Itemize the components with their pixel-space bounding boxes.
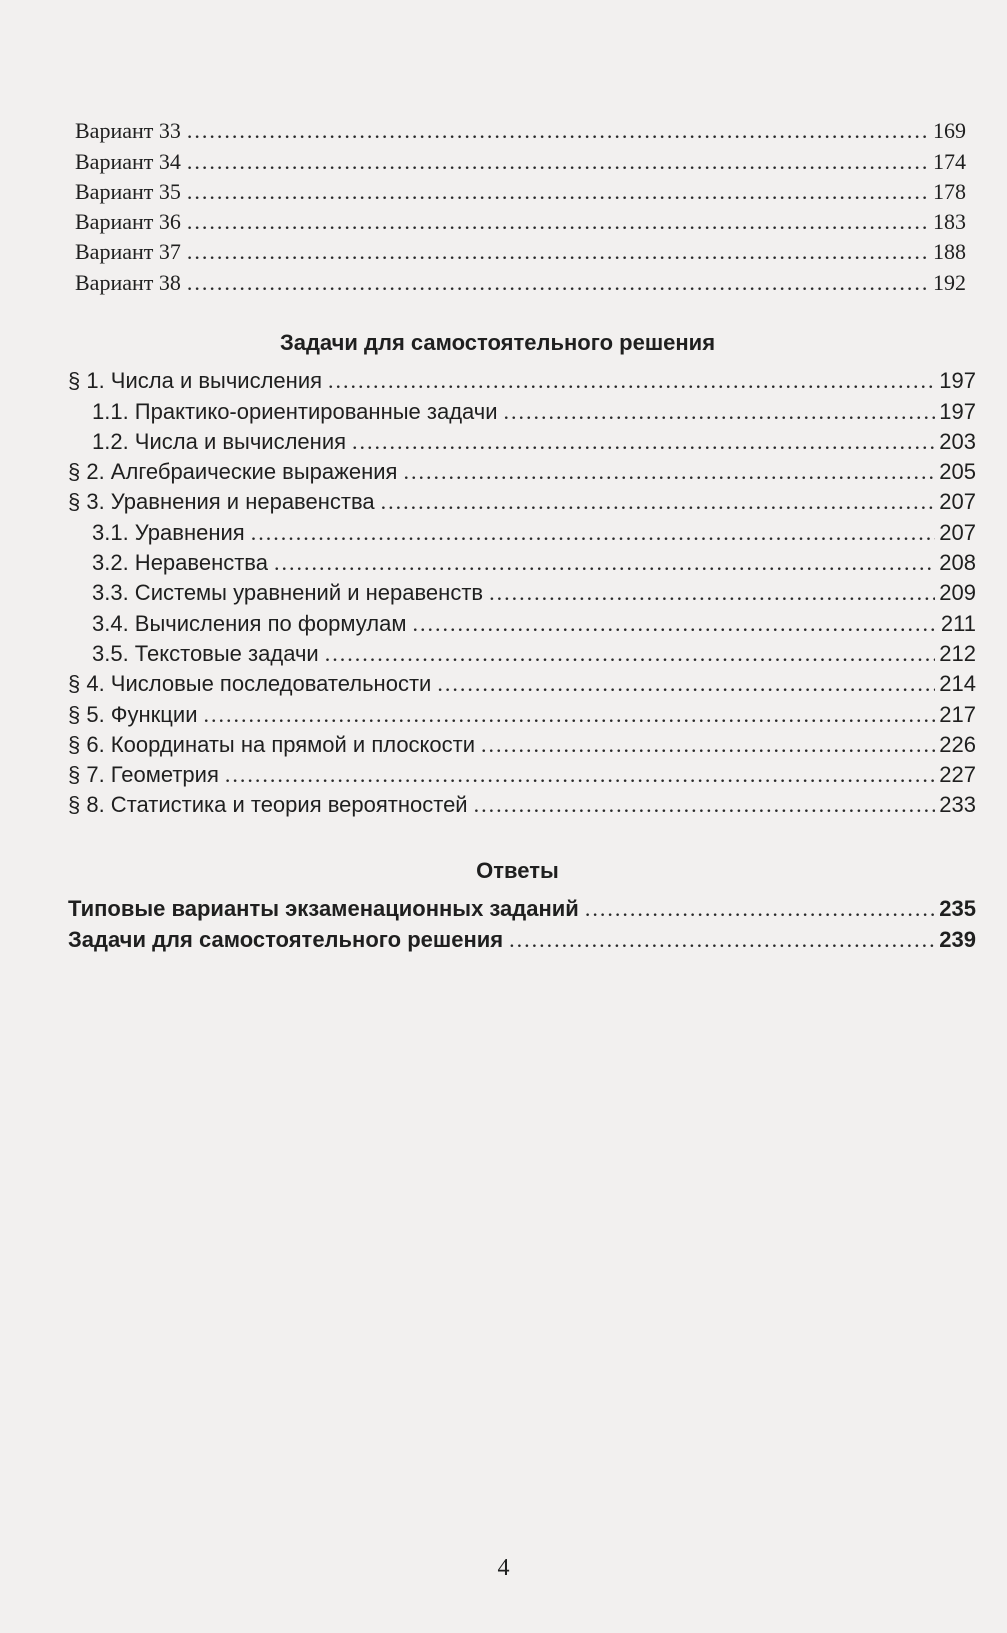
toc-page-number: 209: [939, 580, 976, 606]
section-title-answers: Ответы: [476, 858, 559, 883]
toc-page-number: 183: [933, 209, 966, 235]
toc-page-number: 208: [939, 550, 976, 576]
toc-row: [68, 544, 976, 574]
toc-dot-leader: [472, 794, 936, 816]
toc-row-variant-36: [68, 203, 976, 233]
toc-dot-leader: [379, 491, 936, 513]
toc-dot-leader: [185, 151, 929, 173]
toc-dot-leader: [185, 120, 929, 142]
page-number: 4: [497, 1555, 510, 1581]
toc-label: Вариант 34: [75, 148, 181, 174]
toc-label: § 2. Алгебраические выражения: [68, 459, 398, 485]
toc-label: Вариант 36: [75, 209, 181, 235]
toc-page-number: 233: [939, 792, 976, 818]
toc-dot-leader: [202, 704, 936, 726]
toc-dot-leader: [185, 211, 929, 233]
toc-page-number: 178: [933, 178, 966, 204]
toc-label: § 5. Функции: [68, 701, 198, 727]
toc-label: § 1. Числа и вычисления: [68, 368, 323, 394]
toc-label: 3.2. Неравенства: [92, 550, 268, 576]
toc-label: 3.1. Уравнения: [92, 519, 245, 545]
toc-label: 3.4. Вычисления по формулам: [92, 610, 407, 636]
toc-dot-leader: [479, 734, 935, 756]
toc-dot-leader: [323, 643, 936, 665]
toc-page-number: 226: [939, 731, 976, 757]
toc-page-number: 207: [939, 519, 976, 545]
section-title-self-study: Задачи для самостоятельного решения: [279, 330, 716, 355]
toc-label: 1.2. Числа и вычисления: [92, 428, 347, 454]
toc-dot-leader: [185, 272, 929, 294]
toc-label: § 4. Числовые последовательности: [68, 671, 432, 697]
toc-page-number: 192: [933, 269, 966, 295]
toc-page-number: 207: [939, 489, 976, 515]
toc-page-number: 227: [939, 762, 976, 788]
toc-label: Типовые варианты экзаменационных заданий: [68, 896, 579, 922]
toc-row: [68, 483, 976, 513]
toc-label: § 8. Статистика и теория вероятностей: [68, 792, 468, 818]
toc-row: [68, 756, 976, 786]
toc-page-number: 203: [939, 428, 976, 454]
toc-label: Вариант 38: [75, 269, 181, 295]
toc-row-variant-35: [68, 173, 976, 203]
toc-row: [68, 786, 976, 816]
toc-row: [68, 890, 976, 920]
toc-dot-leader: [583, 898, 935, 920]
toc-page-number: 212: [939, 640, 976, 666]
toc-label: § 6. Координаты на прямой и плоскости: [68, 731, 476, 757]
toc-page-number: 214: [939, 671, 976, 697]
toc-answers: [68, 890, 976, 951]
toc-page-number: 211: [940, 610, 976, 636]
toc-page-number: 174: [933, 148, 966, 174]
toc-row-variant-38: [68, 263, 976, 293]
toc-page-number: 188: [933, 239, 966, 265]
toc-label: § 7. Геометрия: [68, 762, 219, 788]
toc-row: [68, 513, 976, 543]
toc-row: [68, 665, 976, 695]
toc-label: 1.1. Практико-ориентированные задачи: [92, 398, 498, 424]
toc-dot-leader: [223, 764, 935, 786]
toc-label: 3.3. Системы уравнений и неравенств: [92, 580, 484, 606]
toc-label: Вариант 35: [75, 178, 181, 204]
toc-dot-leader: [487, 582, 935, 604]
toc-page-number: 169: [933, 118, 966, 144]
toc-row: [68, 392, 976, 422]
toc-label: § 3. Уравнения и неравенства: [68, 489, 375, 515]
toc-row-variant-37: [68, 233, 976, 263]
toc-dot-leader: [185, 181, 929, 203]
toc-page-number: 205: [939, 459, 976, 485]
toc-page-number: 239: [939, 926, 976, 952]
toc-row: [68, 453, 976, 483]
toc-page-number: 197: [939, 368, 976, 394]
toc-dot-leader: [326, 370, 935, 392]
toc-dot-leader: [350, 431, 935, 453]
toc-row: [68, 604, 976, 634]
toc-row-variant-34: [68, 142, 976, 172]
toc-variants: [68, 112, 976, 294]
toc-dot-leader: [249, 522, 936, 544]
toc-row: [68, 920, 976, 950]
toc-page-number: 197: [939, 398, 976, 424]
toc-row: [68, 362, 976, 392]
toc-page-number: 217: [939, 701, 976, 727]
toc-dot-leader: [272, 552, 935, 574]
toc-label: Вариант 33: [75, 118, 181, 144]
toc-row: [68, 635, 976, 665]
toc-label: Вариант 37: [75, 239, 181, 265]
toc-dot-leader: [411, 613, 937, 635]
toc-dot-leader: [401, 461, 935, 483]
toc-row: [68, 423, 976, 453]
toc-row-variant-33: [68, 112, 976, 142]
toc-page-number: 235: [939, 896, 976, 922]
toc-label: Задачи для самостоятельного решения: [68, 926, 504, 952]
toc-label: 3.5. Текстовые задачи: [92, 640, 319, 666]
toc-row: [68, 574, 976, 604]
toc-dot-leader: [507, 929, 935, 951]
toc-self-study: [68, 362, 976, 816]
toc-row: [68, 726, 976, 756]
toc-dot-leader: [185, 241, 929, 263]
toc-dot-leader: [435, 673, 935, 695]
toc-row: [68, 695, 976, 725]
toc-dot-leader: [502, 401, 936, 423]
